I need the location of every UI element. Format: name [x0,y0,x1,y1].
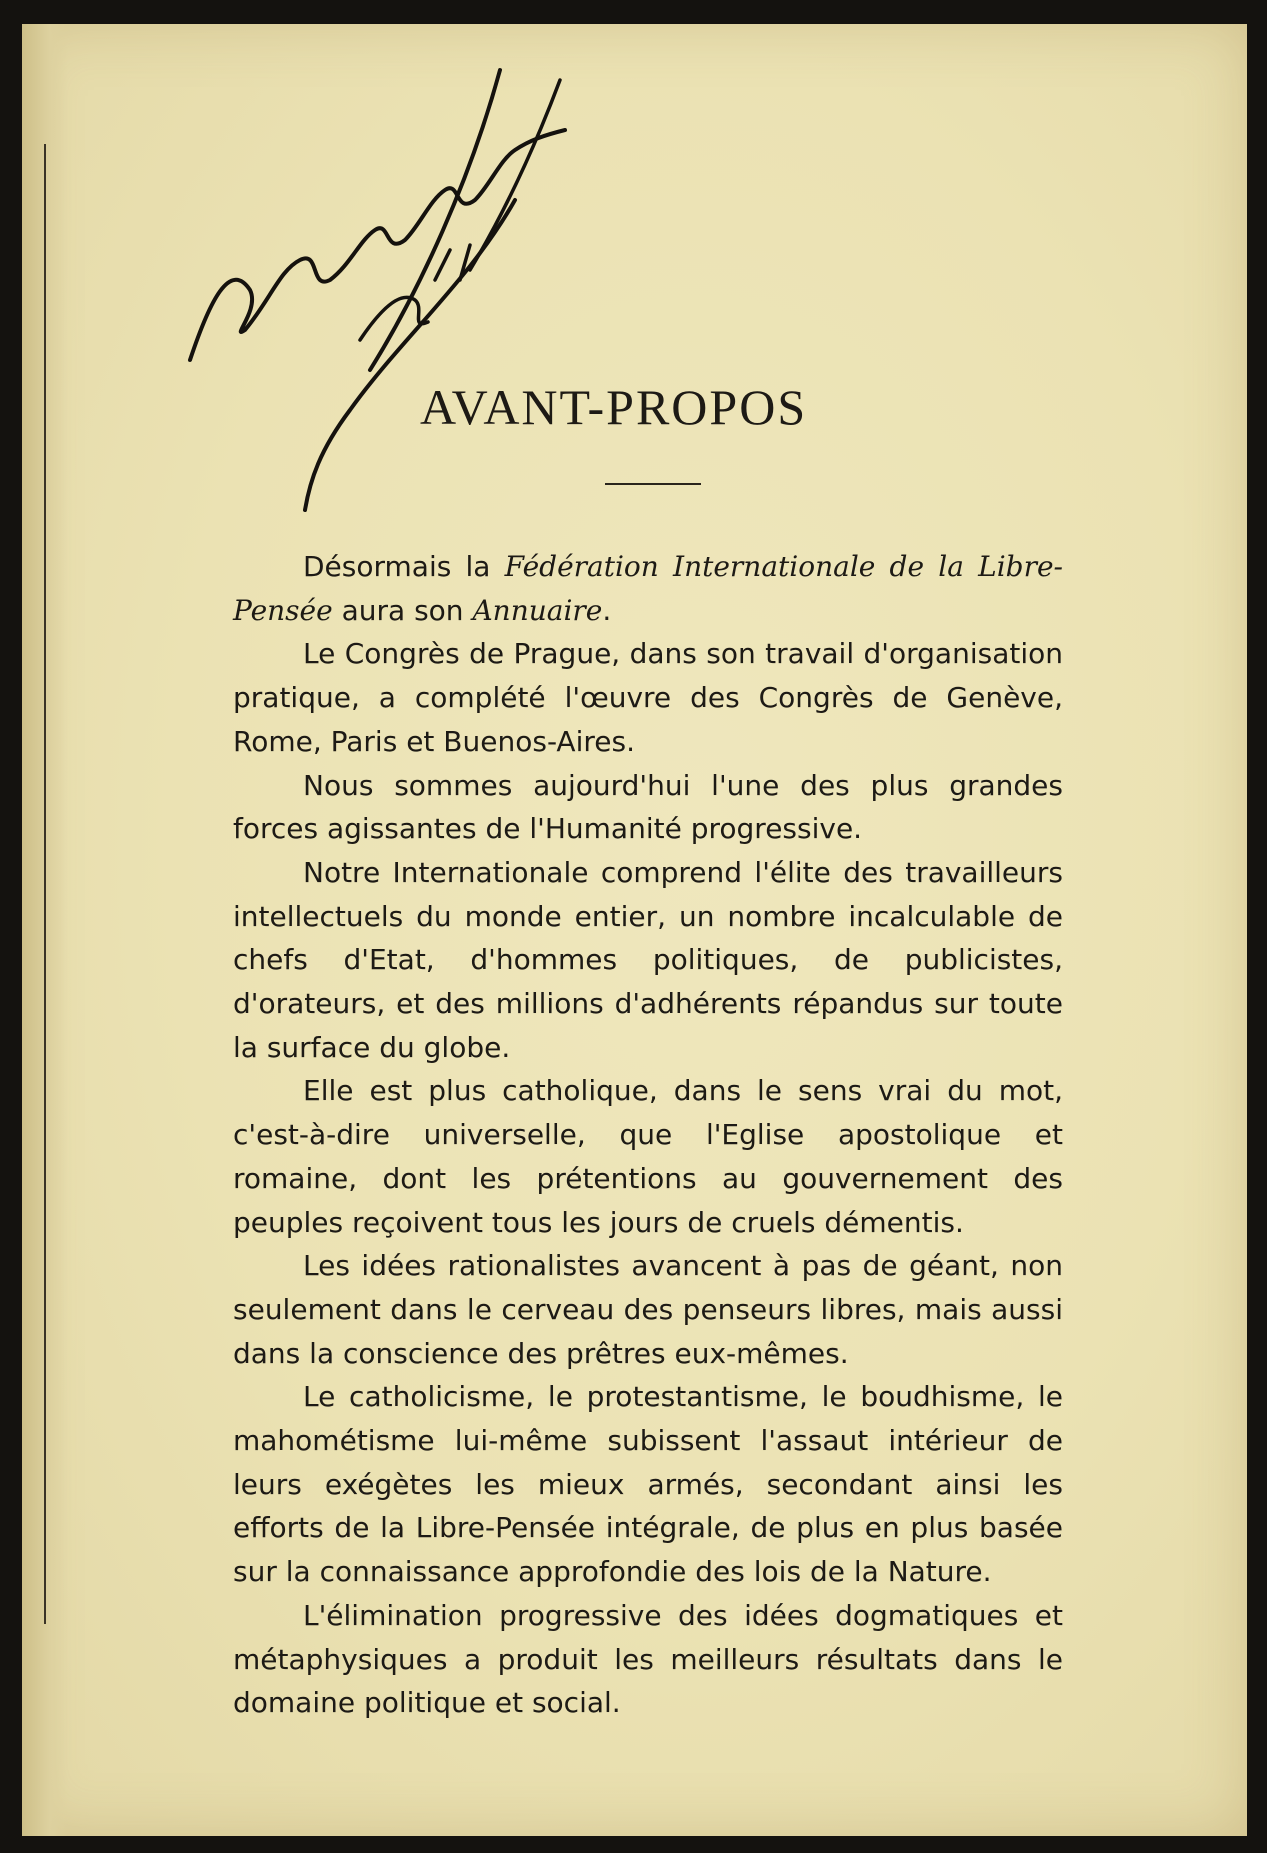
paragraph: Le catholicisme, le protestantisme, le boudhisme, le mahométisme lui-même subissent l'assaut intérieur de leurs exégètes les mieux armés, secondant ainsi les efforts de la Libre-Pensée intégrale, de plus en plus basée sur la connaissance approfondie des lois de la Nature. [233,1380,1063,1589]
paragraph: Le Congrès de Prague, dans son travail d'organisation pratique, a complété l'œuvre des Congrès de Genève, Rome, Paris et Buenos-Aires. [233,637,1063,758]
handwritten-signature [170,40,590,520]
binding-line [44,144,46,1624]
paragraph: Nous sommes aujourd'hui l'une des plus grandes forces agissantes de l'Humanité progressive. [233,768,1063,846]
signature-icon [170,40,590,520]
text-span: . [602,593,612,627]
paragraph: Elle est plus catholique, dans le sens vrai du mot, c'est-à-dire universelle, que l'Eglise apostolique et romaine, dont les prétentions au gouvernement des peuples reçoivent tous les jours de cruels démentis. [233,1074,1063,1239]
paragraph: Notre Internationale comprend l'élite des travailleurs intellectuels du monde entier, un nombre incalculable de chefs d'Etat, d'hommes politiques, de publicistes, d'orateurs, et des millions d'adhérents répandus sur toute la surface du globe. [233,855,1063,1064]
italic-title: Fédération Internationale de la Libre-Pensée [233,550,1063,627]
title-divider [605,483,701,485]
text-span: aura son [332,593,473,627]
italic-title: Annuaire [472,593,603,627]
paragraph: Les idées rationalistes avancent à pas de géant, non seulement dans le cerveau des penseurs libres, mais aussi dans la conscience des prêtres eux-mêmes. [233,1249,1063,1370]
text-span: Désormais la [303,550,505,583]
paragraph: L'élimination progressive des idées dogmatiques et métaphysiques a produit les meilleurs résultats dans le domaine politique et social. [233,1598,1063,1720]
body-text [233,545,1063,1725]
page-title: AVANT-PROPOS [420,379,808,435]
paragraph [233,545,1063,632]
